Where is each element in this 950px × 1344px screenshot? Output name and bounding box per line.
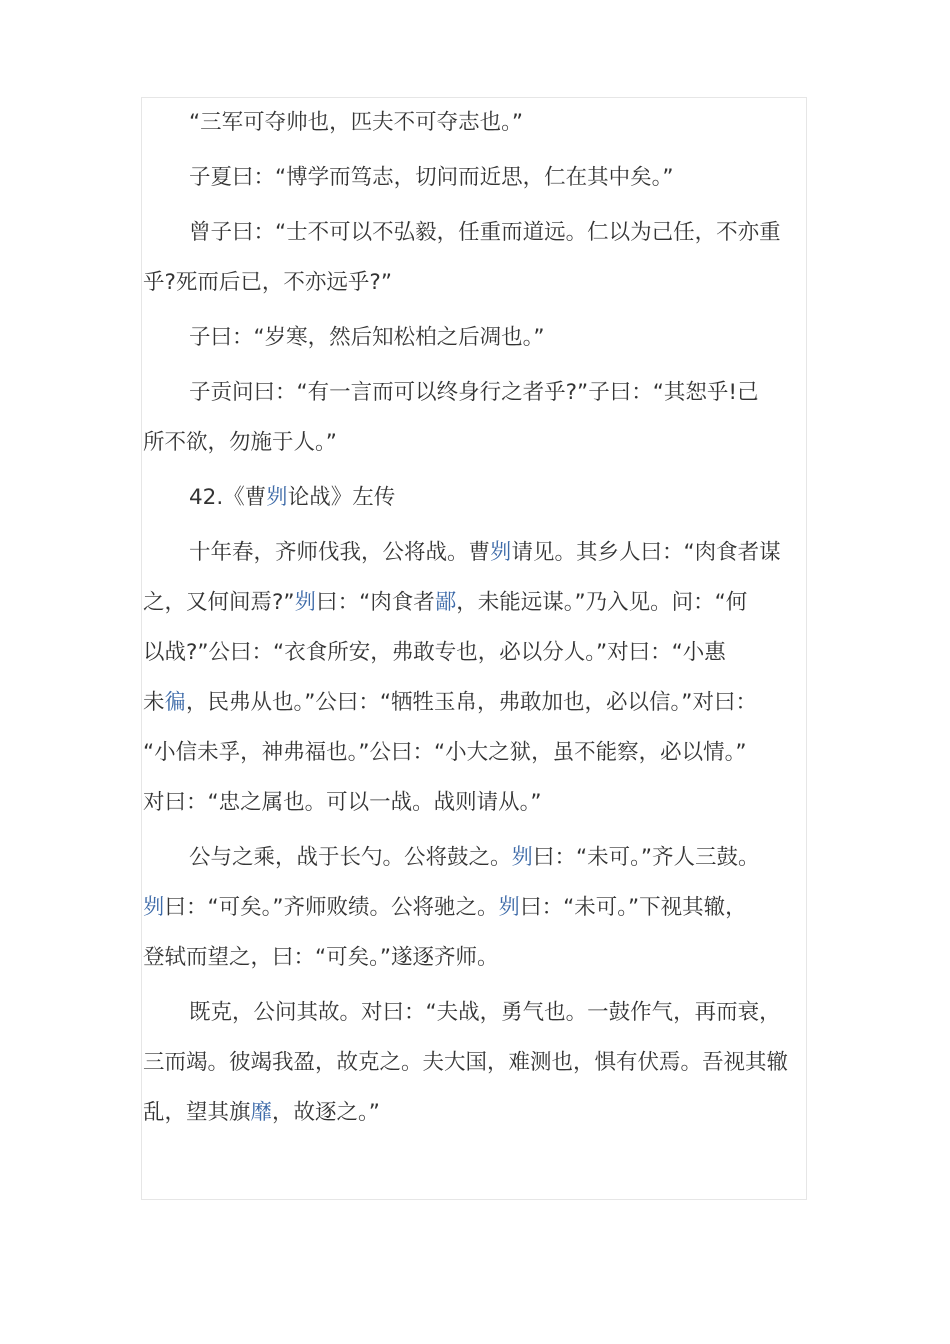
text-segment: 曾子曰：“士不可以不弘毅，任重而道远。仁以为己任，不亦重 <box>189 220 781 245</box>
text-line <box>143 98 823 148</box>
text-segment: 子贡问曰：“有一言而可以终身行之者乎?”子曰：“其恕乎!己 <box>189 380 759 405</box>
text-line <box>143 833 823 883</box>
text-line <box>143 778 823 828</box>
text-line <box>143 988 823 1038</box>
paragraph <box>143 368 823 468</box>
text-segment: 曰：“肉食者 <box>316 590 435 615</box>
highlighted-character: 鄙 <box>434 590 457 615</box>
text-line <box>143 473 823 523</box>
text-segment: ，民弗从也。”公曰：“牺牲玉帛，弗敢加也，必以信。”对曰： <box>186 690 757 715</box>
paragraph <box>143 528 823 828</box>
paragraph <box>143 473 823 523</box>
text-segment: 公与之乘，战于长勺。公将鼓之。 <box>189 845 512 870</box>
text-line <box>143 578 823 628</box>
highlighted-character: 刿 <box>266 485 288 510</box>
text-line <box>143 933 823 983</box>
text-segment: 请见。其乡人曰：“肉食者谋 <box>511 540 781 565</box>
text-segment: 论战》左传 <box>287 485 396 510</box>
text-segment: 所不欲，勿施于人。” <box>143 430 337 455</box>
text-segment: 既克，公问其故。对曰：“夫战，勇气也。一鼓作气，再而衰， <box>189 1000 781 1025</box>
text-line <box>143 528 823 578</box>
highlighted-character: 靡 <box>250 1100 273 1125</box>
text-line <box>143 883 823 933</box>
highlighted-character: 刿 <box>498 895 521 920</box>
text-segment: 曰：“可矣。”齐师败绩。公将驰之。 <box>164 895 499 920</box>
highlighted-character: 刿 <box>143 895 165 920</box>
text-line <box>143 313 823 363</box>
text-line <box>143 258 823 308</box>
document-body <box>143 98 823 1138</box>
text-segment: 三而竭。彼竭我盈，故克之。夫大国，难测也，惧有伏焉。吾视其辙 <box>143 1050 789 1075</box>
paragraph <box>143 833 823 983</box>
text-line <box>143 153 823 203</box>
paragraph <box>143 98 823 148</box>
highlighted-character: 刿 <box>294 590 317 615</box>
text-line <box>143 628 823 678</box>
paragraph <box>143 988 823 1138</box>
text-line <box>143 418 823 468</box>
text-segment: 对曰：“忠之属也。可以一战。战则请从。” <box>143 790 542 815</box>
highlighted-character: 刿 <box>490 540 512 565</box>
text-line <box>143 728 823 778</box>
highlighted-character: 徧 <box>164 690 187 715</box>
paragraph <box>143 153 823 203</box>
text-segment: “小信未孚，神弗福也。”公曰：“小大之狱，虽不能察，必以情。” <box>143 740 747 765</box>
text-segment: 曰：“未可。”齐人三鼓。 <box>533 845 760 870</box>
text-segment: 未 <box>143 690 165 715</box>
text-line <box>143 678 823 728</box>
text-segment: ，未能远谋。”乃入见。问：“何 <box>456 590 748 615</box>
text-segment: “三军可夺帅也，匹夫不可夺志也。” <box>189 110 524 135</box>
text-line <box>143 368 823 418</box>
text-segment: 42.《曹 <box>189 485 267 510</box>
text-line <box>143 1038 823 1088</box>
text-segment: 子夏曰：“博学而笃志，切问而近思，仁在其中矣。” <box>189 165 674 190</box>
text-line <box>143 1088 823 1138</box>
text-segment: ，故逐之。” <box>272 1100 380 1125</box>
text-segment: 登轼而望之，曰：“可矣。”遂逐齐师。 <box>143 945 499 970</box>
text-segment: 乱，望其旗 <box>143 1100 251 1125</box>
text-segment: 以战?”公曰：“衣食所安，弗敢专也，必以分人。”对曰：“小惠 <box>143 640 726 665</box>
paragraph <box>143 208 823 308</box>
text-line <box>143 208 823 258</box>
highlighted-character: 刿 <box>511 845 534 870</box>
text-segment: 之，又何间焉?” <box>143 590 295 615</box>
paragraph <box>143 313 823 363</box>
text-segment: 曰：“未可。”下视其辙， <box>520 895 747 920</box>
text-segment: 子曰：“岁寒，然后知松柏之后凋也。” <box>189 325 545 350</box>
text-segment: 乎?死而后已，不亦远乎?” <box>143 270 392 295</box>
text-segment: 十年春，齐师伐我，公将战。曹 <box>189 540 491 565</box>
